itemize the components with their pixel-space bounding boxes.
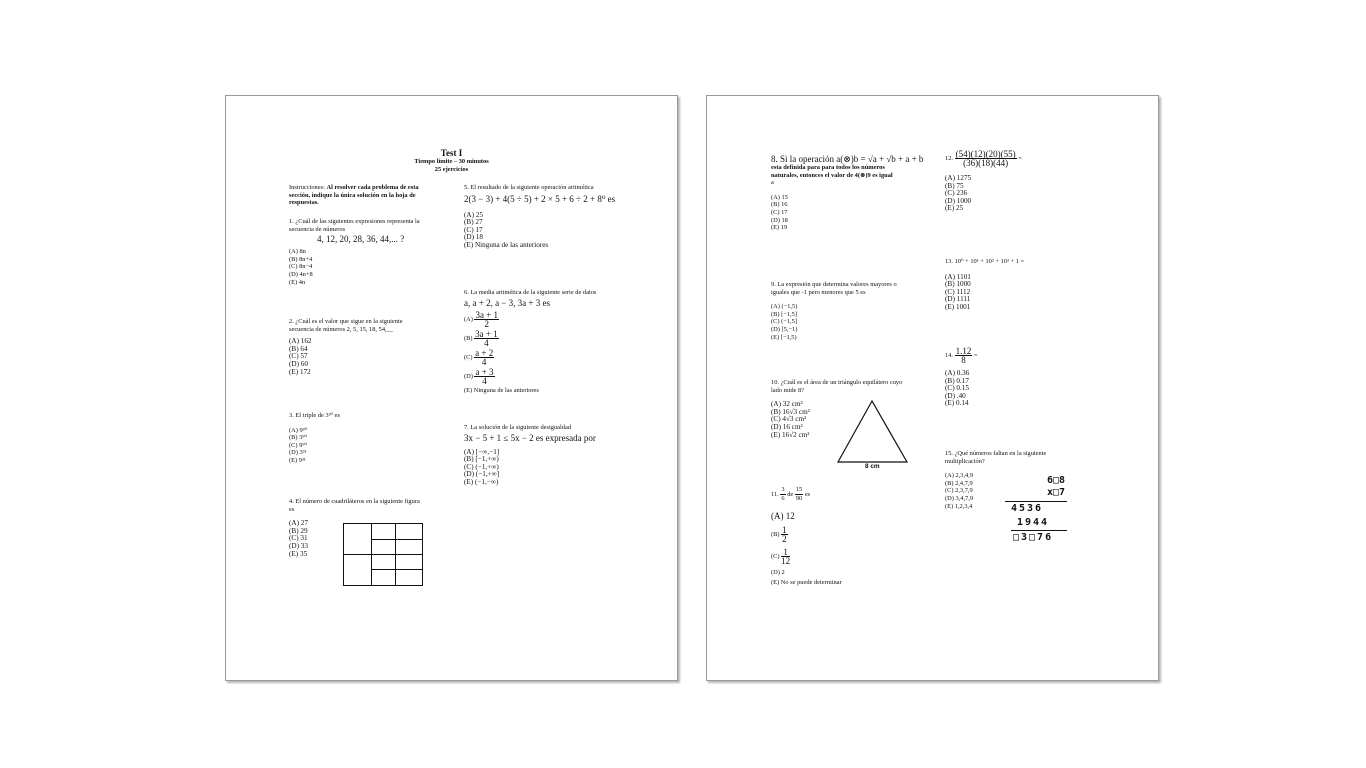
grid-line [371, 539, 422, 540]
answer-option: (C) 17 [464, 225, 483, 234]
answer-option: (D) 16 cm² [771, 422, 803, 431]
answer-option: (B) [−1,5] [771, 310, 797, 318]
answer-option: (D) 3,4,7,9 [945, 494, 974, 502]
answer-option: (E) 1001 [945, 302, 971, 311]
answer-option: (D) [5,−1) [771, 325, 798, 333]
grid-line [371, 569, 422, 570]
answer-option: (E) Ninguna de las anteriores [464, 240, 549, 249]
answer-option: (E) 35 [289, 549, 308, 558]
question-8: 8. Si la operación a(⊗)b = √a + √b + a + b esta definida para para todos los números naturales, entonces el valor de 4(⊗)9 es igual a (A) 15 (B) 16 (C) 17 (D) 18 (E) 19 [771, 154, 924, 232]
question-4: 4. El número de cuadriláteros en la siguiente figura es (A) 27 (B) 29 (C) 31 (D) 33 (E) 35 [289, 498, 420, 558]
question-10: 10. ¿Cuál es el área de un triángulo equilátero cuyo lado mide 8? (A) 32 cm² (B) 16√3 cm² (C) 4√3 cm² (D) 16 cm² (E) 16√2 cm² [771, 379, 903, 439]
mult-row-3: 4536 [1011, 503, 1044, 514]
q14-options [945, 370, 978, 408]
answer-option: (B) 64 [289, 344, 308, 353]
answer-option: (E) 16√2 cm² [771, 430, 810, 439]
answer-option: (E) (−1,−∞) [464, 477, 499, 486]
question-3: 3. El triple de 3³⁰ es (A) 9³⁰ (B) 3⁹⁰ (C) 9⁹⁰ (D) 3³¹ (E) 9³¹ [289, 412, 340, 464]
answer-option: (E) 19 [771, 224, 788, 232]
answer-option: (D) 3³¹ [289, 449, 307, 457]
answer-option: (A) 9³⁰ [289, 426, 308, 434]
answer-option: (E) 0.14 [945, 399, 969, 408]
answer-option: (E) 4n [289, 278, 306, 286]
answer-option: (B) 3⁹⁰ [289, 434, 308, 442]
triangle-side-label: 8 cm [865, 463, 880, 470]
answer-option: (C) 2,3,7,9 [945, 487, 973, 495]
multiplication-figure [1011, 475, 1065, 499]
question-12: 12. $\frac{(54)(12)(20)(55)}{(36)(18)(44)}$ = (A) 1275 (B) 75 (C) 236 (D) 1000 (E) 25 [945, 149, 1022, 213]
quadrilateral-figure [343, 523, 423, 586]
answer-option: (E) 172 [289, 367, 311, 376]
answer-option: (E) 25 [945, 204, 964, 213]
question-11: 11. $\frac{3}{6}$ de $\frac{15}{90}$ es (A) 12 (B) $\frac{1}{2}$ (C) $\frac{1}{12}$ (D) 2 (E) No se puede determinar [771, 486, 842, 586]
answer-option: (C) 31 [289, 534, 308, 543]
answer-option: (C) 57 [289, 352, 308, 361]
answer-option: (C) (−1,5] [771, 318, 797, 326]
answer-option: (A) 2,3,4,9 [945, 472, 974, 480]
answer-option: (D) 1000 [945, 196, 972, 205]
q9-options [771, 303, 897, 341]
answer-option: (C) 1112 [945, 287, 971, 296]
answer-option: (D) 1111 [945, 295, 971, 304]
mult-rule [1011, 530, 1067, 531]
mult-rule [1005, 501, 1067, 502]
mult-row-1: 6□8 [1046, 475, 1065, 486]
answer-option: (C) 9⁹⁰ [289, 441, 308, 449]
mult-row-2: x□7 [1046, 487, 1065, 498]
answer-option: (A) 0.36 [945, 369, 970, 377]
mult-row-5: □3□76 [1013, 532, 1054, 543]
q13-options [945, 274, 1024, 312]
question-15: 15. ¿Qué números faltan en la siguiente multiplicación? (A) 2,3,4,9 (B) 2,4,7,9 (C) 2,3,7,9 (D) 3,4,7,9 (E) 1,2,3,4 [945, 450, 1047, 510]
sequence: 4, 12, 20, 28, 36, 44,... ? [317, 234, 405, 245]
answer-option: (C) 236 [945, 189, 968, 198]
answer-option: (B) 2,4,7,9 [945, 479, 973, 487]
equilateral-triangle-figure [835, 398, 911, 470]
answer-option: (A) 1275 [945, 174, 972, 182]
answer-option: (E) [−1,5) [771, 333, 797, 341]
answer-option: (B) 16 [771, 201, 788, 209]
answer-option: (D) 33 [289, 541, 308, 550]
answer-option: (A) 15 [771, 193, 788, 201]
answer-option: (B) 29 [289, 526, 308, 535]
q12-options [945, 175, 1022, 213]
answer-option: (D) 18 [771, 216, 788, 224]
page-1 [225, 95, 678, 681]
question-14: 14. $\frac{1.12}{8}$ = (A) 0.36 (B) 0.17 (C) 0.15 (D) .40 (E) 0.14 [945, 346, 978, 408]
question-13: 13. 10⁰ + 10¹ + 10² + 10³ + 1 = (A) 1101 (B) 1000 (C) 1112 (D) 1111 (E) 1001 [945, 258, 1025, 311]
answer-option: (D) 18 [464, 233, 483, 242]
answer-option: (B) 75 [945, 181, 964, 190]
answer-option: (C) 8n−4 [289, 263, 313, 271]
answer-option: (D) 60 [289, 359, 308, 368]
answer-option: (B) 1000 [945, 280, 971, 289]
answer-option: (C) (−1,+∞) [464, 462, 499, 471]
answer-option: (A) 27 [289, 519, 308, 528]
answer-option: (A) (−1,5) [771, 303, 798, 311]
instructions: Instrucciones: Al resolver cada problema de esta sección, indique la única solución en la hoja de respuestas. [289, 184, 419, 207]
answer-option: (D) (−1,+∞] [464, 470, 500, 479]
answer-option: (A) 162 [289, 337, 312, 346]
answer-option: (A) [−∞,−1] [464, 447, 500, 456]
page-2 [706, 95, 1159, 681]
q3-options [289, 427, 340, 465]
page-title-block [226, 148, 677, 173]
q1-options [289, 248, 420, 286]
question-7: 7. La solución de la siguiente desigualdad 3x − 5 + 1 ≤ 5x − 2 es expresada por (A) [−∞,−1] (B) [−1,+∞) (C) (−1,+∞) (D) (−1,+∞] (E) (−1,−∞) [464, 424, 596, 486]
question-1: 1. ¿Cuál de las siguientes expresiones representa la secuencia de números 4, 12, 20, 28, 36, 44,... ? (A) 8n (B) 8n+4 (C) 8n−4 (D) 4n+8 (E) 4n [289, 218, 420, 286]
q5-options [464, 212, 615, 250]
mult-row-4: 1944 [1017, 517, 1050, 528]
answer-option: (E) 9³¹ [289, 456, 306, 464]
question-2: 2. ¿Cuál es el valor que sigue en la siguiente secuencia de números 2, 5, 15, 18, 54,__ (A) 162 (B) 64 (C) 57 (D) 60 (E) 172 [289, 318, 403, 376]
answer-option: (C) 4√3 cm² [771, 415, 807, 424]
time-limit: Tiempo límite – 30 minutos [414, 158, 489, 165]
test-title: Test I [440, 148, 463, 158]
answer-option: (A) 32 cm² [771, 400, 803, 409]
answer-option: (A) 25 [464, 210, 483, 219]
q7-options [464, 449, 596, 487]
answer-option: (B) 16√3 cm² [771, 407, 810, 416]
grid-line [344, 554, 422, 555]
question-5: 5. El resultado de la siguiente operación aritmética 2(3 − 3) + 4(5 ÷ 5) + 2 × 5 + 6 ÷ 2 + 8⁰ es (A) 25 (B) 27 (C) 17 (D) 18 (E) Ninguna de las anteriores [464, 184, 616, 249]
q8-options [771, 194, 923, 232]
answer-option: (C) 17 [771, 208, 788, 216]
answer-option: (B) 27 [464, 218, 483, 227]
q5-expression: 2(3 − 3) + 4(5 ÷ 5) + 2 × 5 + 6 ÷ 2 + 8⁰ es [464, 193, 616, 204]
answer-option: (B) 0.17 [945, 376, 969, 385]
answer-option: (D) 4n+8 [289, 270, 313, 278]
exercise-count: 25 ejercicios [434, 165, 469, 173]
question-9: 9. La expresión que determina valores mayores o iguales que -1 pero menores que 5 es (A) (−1,5) (B) [−1,5] (C) (−1,5] (D) [5,−1) (E) [−1,5) [771, 281, 897, 341]
answer-option: (D) .40 [945, 391, 966, 400]
q2-options [289, 338, 403, 376]
answer-option: (B) [−1,+∞) [464, 455, 499, 464]
answer-option: (B) 8n+4 [289, 255, 313, 263]
answer-option: (E) 1,2,3,4 [945, 502, 973, 510]
answer-option: (C) 0.15 [945, 384, 969, 393]
answer-option: (A) 1101 [945, 272, 971, 281]
answer-option: (A) 8n [289, 248, 306, 256]
question-6: 6. La media aritmética de la siguiente serie de datos a, a + 2, a − 3, 3a + 3 es (A) $\frac{3a + 1}{2}$ (B) $\frac{3a + 1}{4}$ (C) $\frac{a + 2}{4}$ (D) $\frac{a + 3}{4}$ (E) Ninguna de las anteriores [464, 289, 597, 394]
